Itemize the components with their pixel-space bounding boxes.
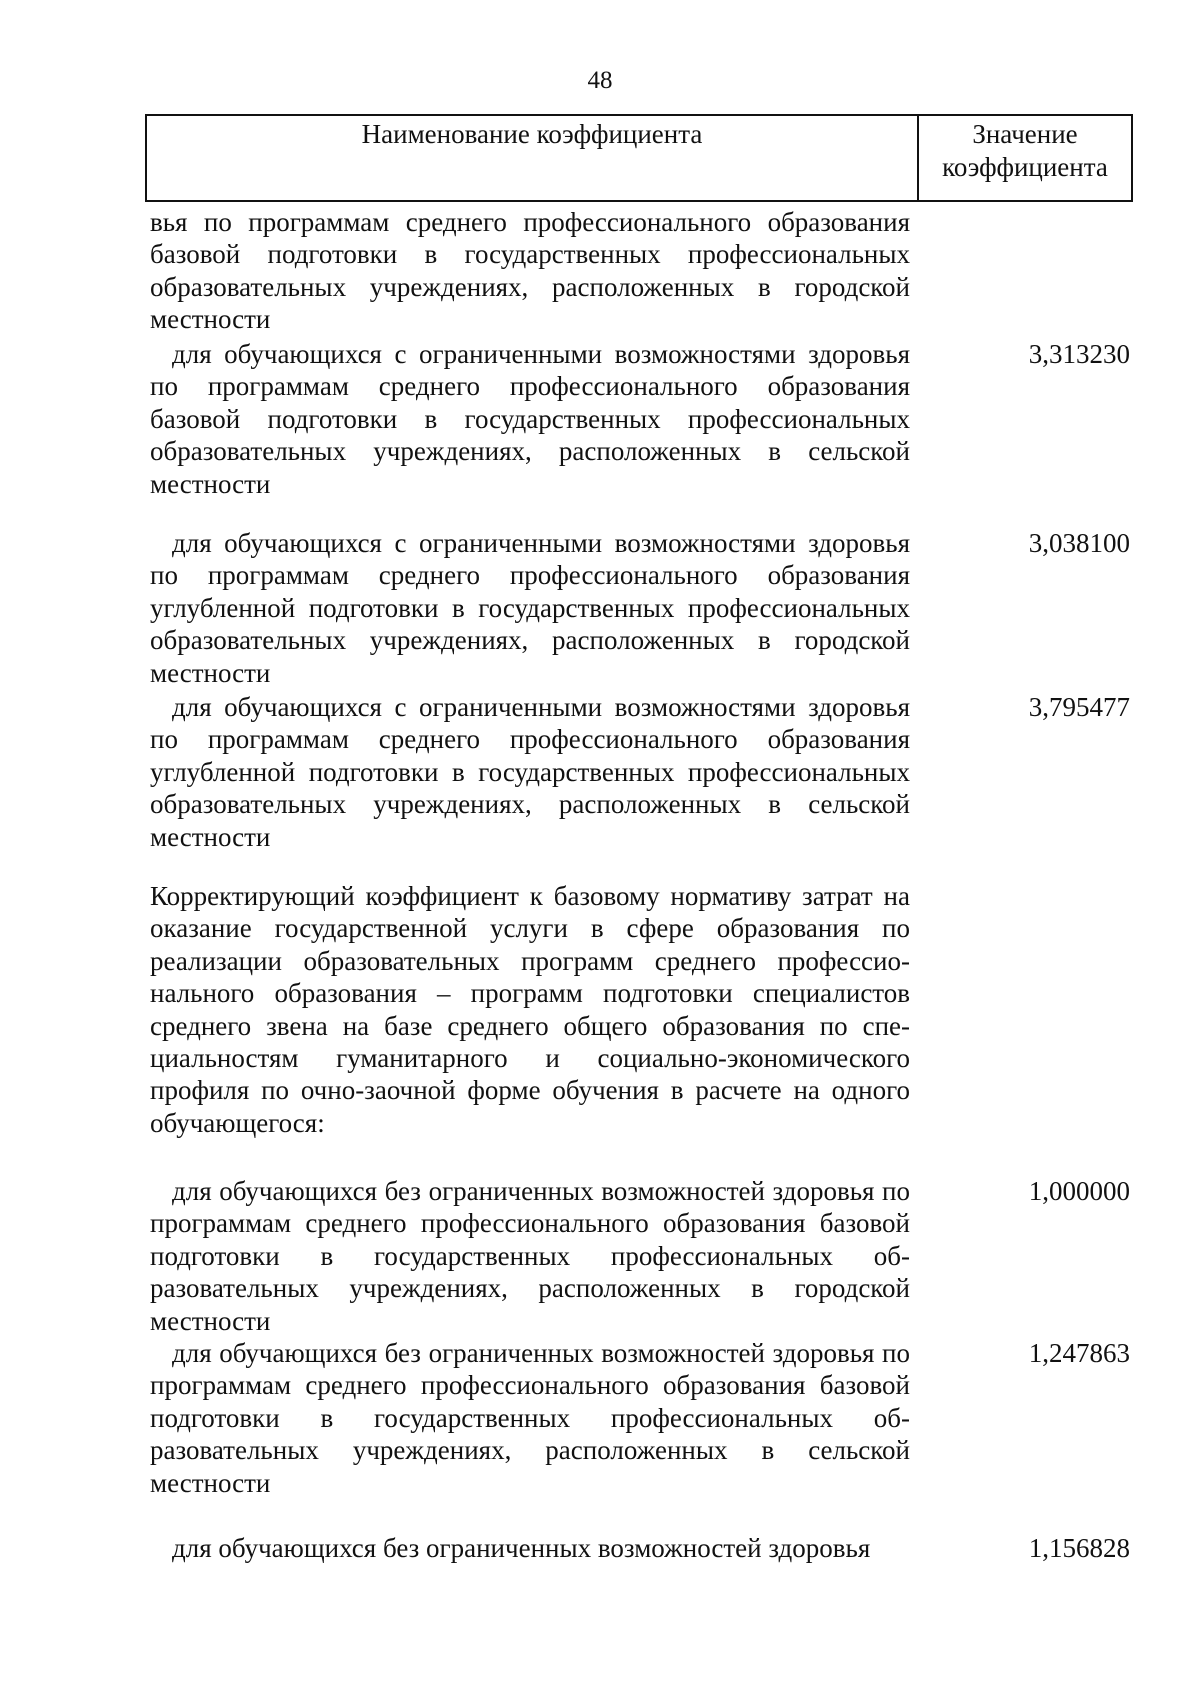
table-row [150, 691, 1130, 853]
row-value: 3,038100 [1028, 528, 1130, 558]
row-value: 1,000000 [1028, 1176, 1130, 1206]
table-row [150, 1532, 1130, 1564]
row-description: для обучающихся без ограниченных возможностей здоровья [172, 1533, 871, 1563]
table-header [145, 114, 1133, 202]
header-value-line1: Значение [972, 119, 1078, 149]
row-description: для обучающихся с ограниченными возможностями здоровья по программам среднего профессионального образования углубленной подготовки в государственных профессиональных образовательных учреждениях, расположенных в городской местности [150, 528, 910, 688]
row-description: для обучающихся с ограниченными возможностями здоровья по программам среднего профессионального образования углубленной подготовки в государственных профессиональных образовательных учреждениях, расположенных в сельской местности [150, 692, 910, 852]
table-row [150, 527, 1130, 689]
table-row [150, 880, 910, 1139]
table-row [150, 1337, 1130, 1499]
row-value: 1,247863 [1028, 1338, 1130, 1368]
row-description: для обучающихся без ограниченных возможностей здоровья по программам среднего профессионального образования базовой подготовки в государственных профессиональных образовательных учреждениях, расположенных в сельской местности [150, 1338, 910, 1498]
row-value: 3,795477 [1028, 692, 1130, 722]
row-description: вья по программам среднего профессионального образования базовой подготовки в государственных профессиональных образовательных учреждениях, расположенных в городской местности [150, 207, 910, 335]
table-row [150, 338, 1130, 500]
row-description: для обучающихся без ограниченных возможностей здоровья по программам среднего профессионального образования базовой подготовки в государственных профессиональных образовательных учреждениях, расположенных в городской местности [150, 1176, 910, 1336]
table-row [150, 1175, 1130, 1337]
header-value-line2: коэффициента [942, 152, 1108, 182]
row-value: 3,313230 [1028, 339, 1130, 369]
page-number: 48 [587, 67, 613, 94]
row-value: 1,156828 [1028, 1533, 1130, 1563]
row-description: для обучающихся с ограниченными возможностями здоровья по программам среднего профессионального образования базовой подготовки в государственных профессиональных образовательных учреждениях, расположенных в сельской местности [150, 339, 910, 499]
row-description: Корректирующий коэффициент к базовому нормативу затрат на оказание государственной услуги в сфере образования по реализации образовательных программ среднего профессионального образования – программ подготовки специалистов среднего звена на базе среднего общего образования по специальностям гуманитарного и социально-экономического профиля по очно-заочной форме обучения в расчете на одного обучающегося: [150, 881, 910, 1138]
header-coefficient-name: Наименование коэффициента [147, 116, 919, 200]
header-coefficient-value [919, 116, 1131, 200]
table-row [150, 206, 910, 336]
